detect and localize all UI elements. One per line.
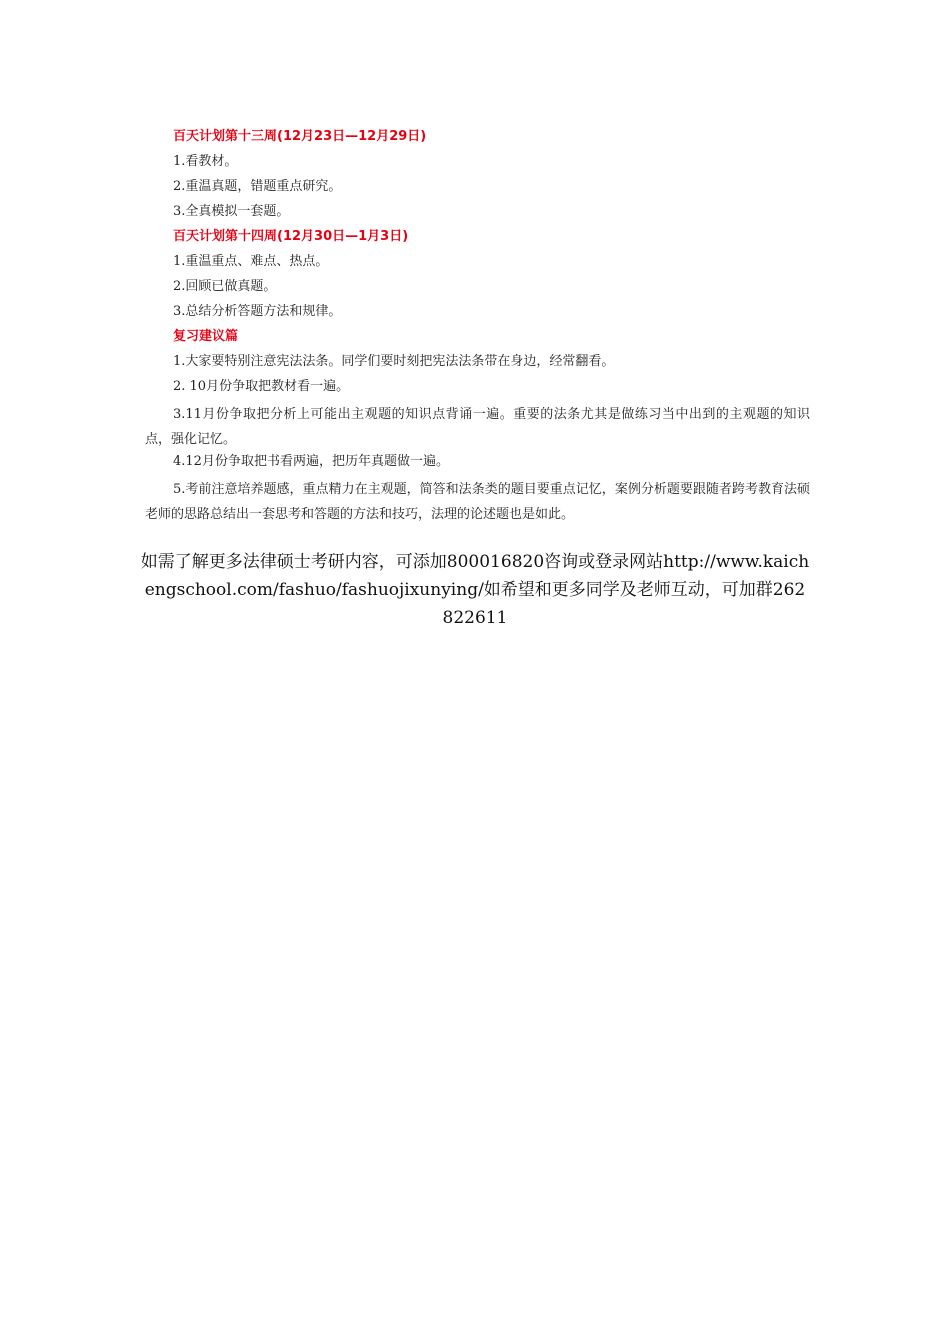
section-heading-review-advice: 复习建议篇 — [173, 329, 239, 344]
week-13-item-3: 3.全真模拟一套题。 — [173, 204, 290, 219]
week-14-item-2: 2.回顾已做真题。 — [173, 279, 277, 294]
week-13-item-2: 2.重温真题，错题重点研究。 — [173, 179, 342, 194]
week-14-item-1: 1.重温重点、难点、热点。 — [173, 254, 329, 269]
section-heading-week-14: 百天计划第十四周(12月30日—1月3日) — [173, 229, 409, 244]
week-14-item-3: 3.总结分析答题方法和规律。 — [173, 304, 342, 319]
section-heading-week-13: 百天计划第十三周(12月23日—12月29日) — [173, 129, 427, 144]
contact-info: 如需了解更多法律硕士考研内容，可添加800016820咨询或登录网站http://www.kaichengschool.com/fashuo/fashuojixunying/如希望和更多同学及老师互动，可加群262822611 — [140, 552, 810, 628]
advice-item-5: 5.考前注意培养题感，重点精力在主观题，简答和法条类的题目要重点记忆，案例分析题要跟随者跨考教育法硕老师的思路总结出一套思考和答题的方法和技巧，法理的论述题也是如此。 — [145, 482, 810, 522]
advice-item-2: 2. 10月份争取把教材看一遍。 — [173, 379, 350, 394]
document-body — [145, 127, 810, 527]
week-13-item-1: 1.看教材。 — [173, 154, 238, 169]
advice-item-3: 3.11月份争取把分析上可能出主观题的知识点背诵一遍。重要的法条尤其是做练习当中出到的主观题的知识点，强化记忆。 — [145, 407, 810, 447]
advice-item-1: 1.大家要特别注意宪法法条。同学们要时刻把宪法法条带在身边，经常翻看。 — [173, 354, 615, 369]
advice-item-4: 4.12月份争取把书看两遍，把历年真题做一遍。 — [173, 454, 449, 469]
